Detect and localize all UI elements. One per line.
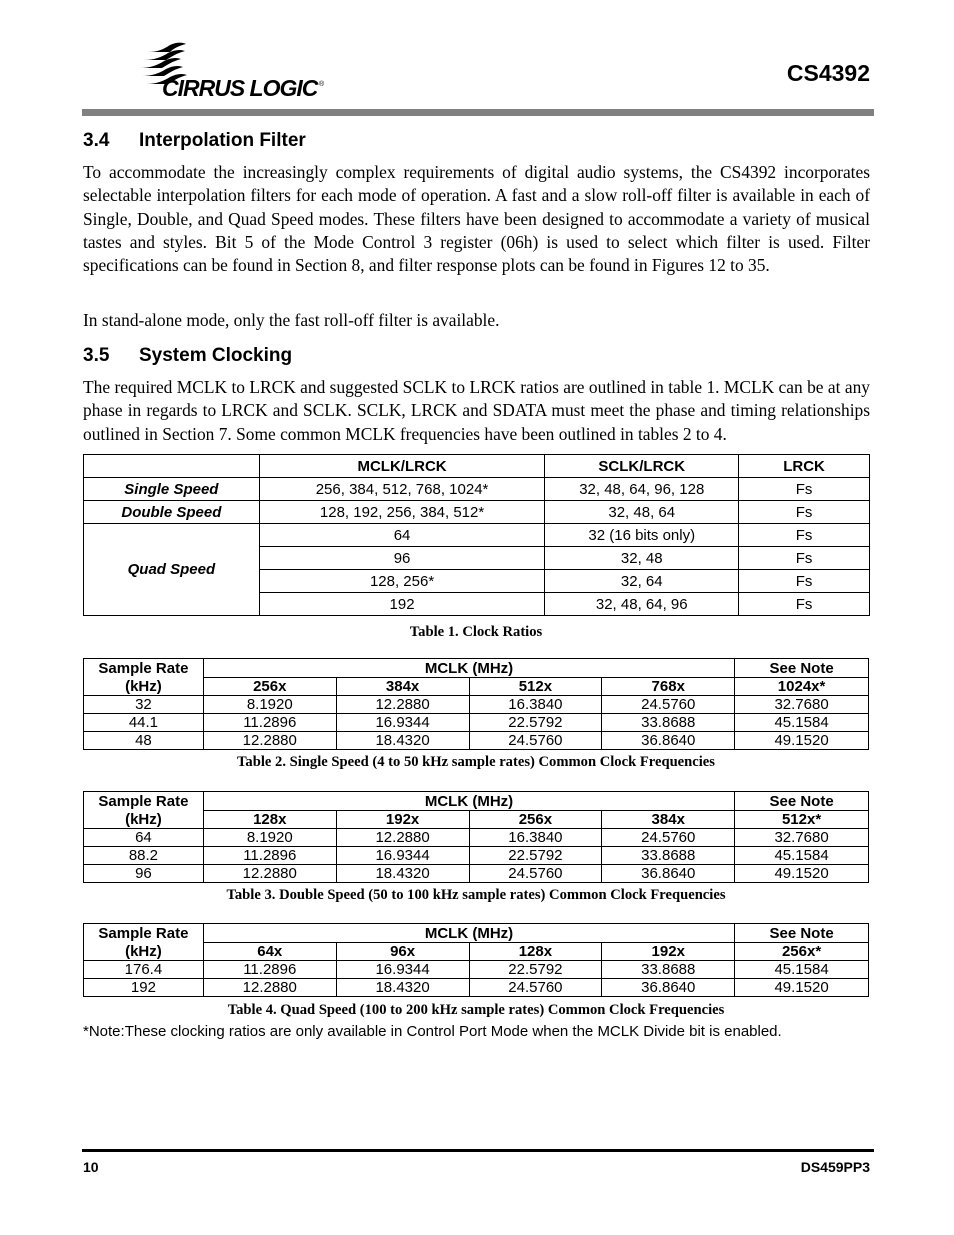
table-cell: 36.8640 <box>602 865 735 883</box>
footer-rule <box>82 1149 874 1152</box>
section-heading-system-clocking <box>83 345 292 367</box>
table-header: MCLK (MHz) <box>203 792 734 811</box>
table-cell: 8.1920 <box>203 829 336 847</box>
table-header: 512x <box>469 678 602 696</box>
table-row <box>84 524 870 547</box>
table-cell: 11.2896 <box>203 847 336 865</box>
table-row <box>84 865 869 883</box>
table-cell: 176.4 <box>84 961 204 979</box>
table-header: (kHz) <box>84 678 204 696</box>
table-cell: 12.2880 <box>203 732 336 750</box>
table-cell: 11.2896 <box>203 961 336 979</box>
table-header: See Note <box>735 659 869 678</box>
table-cell: 12.2880 <box>336 696 469 714</box>
table-header: 192x <box>336 811 469 829</box>
table-cell: Fs <box>739 570 870 593</box>
page-number: 10 <box>83 1159 99 1175</box>
table-cell: 64 <box>84 829 204 847</box>
table-row <box>84 961 869 979</box>
table-cell: 192 <box>259 593 545 616</box>
quad-speed-clock-table <box>83 923 869 997</box>
cirrus-logic-logo <box>78 40 338 102</box>
table-header: MCLK (MHz) <box>203 924 734 943</box>
table-cell: 49.1520 <box>735 979 869 997</box>
table-cell: 18.4320 <box>336 979 469 997</box>
table-cell: 24.5760 <box>602 829 735 847</box>
table-header: (kHz) <box>84 943 204 961</box>
table-cell: 16.9344 <box>336 847 469 865</box>
section-number: 3.5 <box>83 345 110 366</box>
table-header: 128x <box>203 811 336 829</box>
table-cell: 49.1520 <box>735 732 869 750</box>
table-cell: 36.8640 <box>602 732 735 750</box>
table-cell: 32, 48 <box>545 547 739 570</box>
table-cell: 128, 256* <box>259 570 545 593</box>
table-cell: 24.5760 <box>469 865 602 883</box>
table-cell: 22.5792 <box>469 847 602 865</box>
table-cell: 22.5792 <box>469 961 602 979</box>
header-rule <box>82 109 874 116</box>
table-cell: 32, 48, 64, 96, 128 <box>545 478 739 501</box>
logo-text: CIRRUS LOGIC <box>162 75 318 101</box>
table-header-row <box>84 943 869 961</box>
table-header: 96x <box>336 943 469 961</box>
table-cell: 192 <box>84 979 204 997</box>
table-header: 256x <box>469 811 602 829</box>
table-cell: 24.5760 <box>469 732 602 750</box>
table-row <box>84 501 870 524</box>
table-row <box>84 696 869 714</box>
section-title: System Clocking <box>139 345 293 366</box>
table-cell: 36.8640 <box>602 979 735 997</box>
table-header-row <box>84 455 870 478</box>
table-header-row <box>84 792 869 811</box>
table-cell: Fs <box>739 547 870 570</box>
table-cell: 88.2 <box>84 847 204 865</box>
table-cell: 48 <box>84 732 204 750</box>
logo-registered-mark: ® <box>319 81 325 88</box>
double-speed-clock-table <box>83 791 869 883</box>
table-header: 384x <box>602 811 735 829</box>
table-cell: 11.2896 <box>203 714 336 732</box>
table-header: (kHz) <box>84 811 204 829</box>
table-cell: Fs <box>739 524 870 547</box>
table-cell: 32, 48, 64, 96 <box>545 593 739 616</box>
document-number: DS459PP3 <box>800 1159 870 1175</box>
table-header-row <box>84 678 869 696</box>
part-number: CS4392 <box>786 60 870 86</box>
table-row <box>84 478 870 501</box>
table-cell: 22.5792 <box>469 714 602 732</box>
table-caption: Table 4. Quad Speed (100 to 200 kHz sample rates) Common Clock Frequencies <box>227 1002 725 1018</box>
table-cell: 32, 64 <box>545 570 739 593</box>
table-cell: 32 <box>84 696 204 714</box>
table-header: SCLK/LRCK <box>545 455 739 478</box>
table-cell: 12.2880 <box>203 979 336 997</box>
table-header: 1024x* <box>735 678 869 696</box>
table-header: Sample Rate <box>84 659 204 678</box>
single-speed-clock-table <box>83 658 869 750</box>
table-cell: 96 <box>84 865 204 883</box>
table-cell: 16.9344 <box>336 714 469 732</box>
table-cell: 33.8688 <box>602 714 735 732</box>
table-cell: 128, 192, 256, 384, 512* <box>259 501 545 524</box>
table-header: 384x <box>336 678 469 696</box>
table-row <box>84 714 869 732</box>
table-header-empty <box>84 455 260 478</box>
table-cell: 45.1584 <box>735 961 869 979</box>
table-cell: 24.5760 <box>469 979 602 997</box>
table-header: LRCK <box>739 455 870 478</box>
mode-cell: Quad Speed <box>84 524 260 616</box>
table-cell: 64 <box>259 524 545 547</box>
table-cell: 8.1920 <box>203 696 336 714</box>
table-header: 256x* <box>735 943 869 961</box>
table-cell: 256, 384, 512, 768, 1024* <box>259 478 545 501</box>
table-cell: Fs <box>739 593 870 616</box>
table-cell: 18.4320 <box>336 732 469 750</box>
table-cell: 32 (16 bits only) <box>545 524 739 547</box>
table-cell: 96 <box>259 547 545 570</box>
table-header-row <box>84 659 869 678</box>
table-cell: 32.7680 <box>735 696 869 714</box>
system-clocking-paragraph: The required MCLK to LRCK and suggested SCLK to LRCK ratios are outlined in table 1. MCLK can be at any phase in regards to LRCK and SCLK. SCLK, LRCK and SDATA must meet the phase and timing relationships outlined in Section 7. Some common MCLK frequencies have been outlined in tables 2 to 4. <box>83 377 870 444</box>
table-caption: Table 3. Double Speed (50 to 100 kHz sample rates) Common Clock Frequencies <box>226 887 726 903</box>
section-number: 3.4 <box>83 130 110 151</box>
section-title: Interpolation Filter <box>139 130 306 151</box>
table-caption: Table 1. Clock Ratios <box>409 624 543 640</box>
table-row <box>84 732 869 750</box>
table-cell: 24.5760 <box>602 696 735 714</box>
table-cell: 12.2880 <box>203 865 336 883</box>
clock-ratios-table <box>83 454 870 616</box>
table-cell: 33.8688 <box>602 847 735 865</box>
table-caption: Table 2. Single Speed (4 to 50 kHz sample rates) Common Clock Frequencies <box>237 754 715 770</box>
table-header-row <box>84 924 869 943</box>
table-header-row <box>84 811 869 829</box>
table-header: 128x <box>469 943 602 961</box>
table-header: MCLK/LRCK <box>259 455 545 478</box>
table-header: 64x <box>203 943 336 961</box>
table-cell: 18.4320 <box>336 865 469 883</box>
table-header: Sample Rate <box>84 924 204 943</box>
table-header: 768x <box>602 678 735 696</box>
table-cell: 45.1584 <box>735 847 869 865</box>
footnote: *Note:These clocking ratios are only available in Control Port Mode when the MCLK Divide bit is enabled. <box>83 1023 782 1040</box>
table-header: 192x <box>602 943 735 961</box>
interpolation-filter-paragraph: To accommodate the increasingly complex requirements of digital audio systems, the CS4392 incorporates selectable interpolation filters for each mode of operation. A fast and a slow roll-off filter is available in each of Single, Double, and Quad Speed modes. These filters have been designed to accommodate a variety of musical tastes and styles. Bit 5 of the Mode Control 3 register (06h) is used to select which filter is used. Filter specifications can be found in Section 8, and filter response plots can be found in Figures 12 to 35. <box>83 162 870 276</box>
table-row <box>84 829 869 847</box>
table-cell: 16.3840 <box>469 829 602 847</box>
table-row <box>84 979 869 997</box>
stand-alone-mode-paragraph: In stand-alone mode, only the fast roll-off filter is available. <box>83 310 500 330</box>
table-header: See Note <box>735 924 869 943</box>
table-header: 512x* <box>735 811 869 829</box>
table-cell: 45.1584 <box>735 714 869 732</box>
table-header: MCLK (MHz) <box>203 659 734 678</box>
mode-cell: Single Speed <box>84 478 260 501</box>
table-cell: Fs <box>739 501 870 524</box>
table-cell: 49.1520 <box>735 865 869 883</box>
page-header <box>0 0 954 120</box>
table-cell: 32.7680 <box>735 829 869 847</box>
mode-cell: Double Speed <box>84 501 260 524</box>
table-cell: Fs <box>739 478 870 501</box>
table-cell: 12.2880 <box>336 829 469 847</box>
table-cell: 32, 48, 64 <box>545 501 739 524</box>
table-header: See Note <box>735 792 869 811</box>
table-cell: 33.8688 <box>602 961 735 979</box>
section-heading-interpolation-filter <box>83 130 306 152</box>
table-cell: 16.9344 <box>336 961 469 979</box>
table-header: 256x <box>203 678 336 696</box>
table-cell: 44.1 <box>84 714 204 732</box>
table-cell: 16.3840 <box>469 696 602 714</box>
table-header: Sample Rate <box>84 792 204 811</box>
table-row <box>84 847 869 865</box>
